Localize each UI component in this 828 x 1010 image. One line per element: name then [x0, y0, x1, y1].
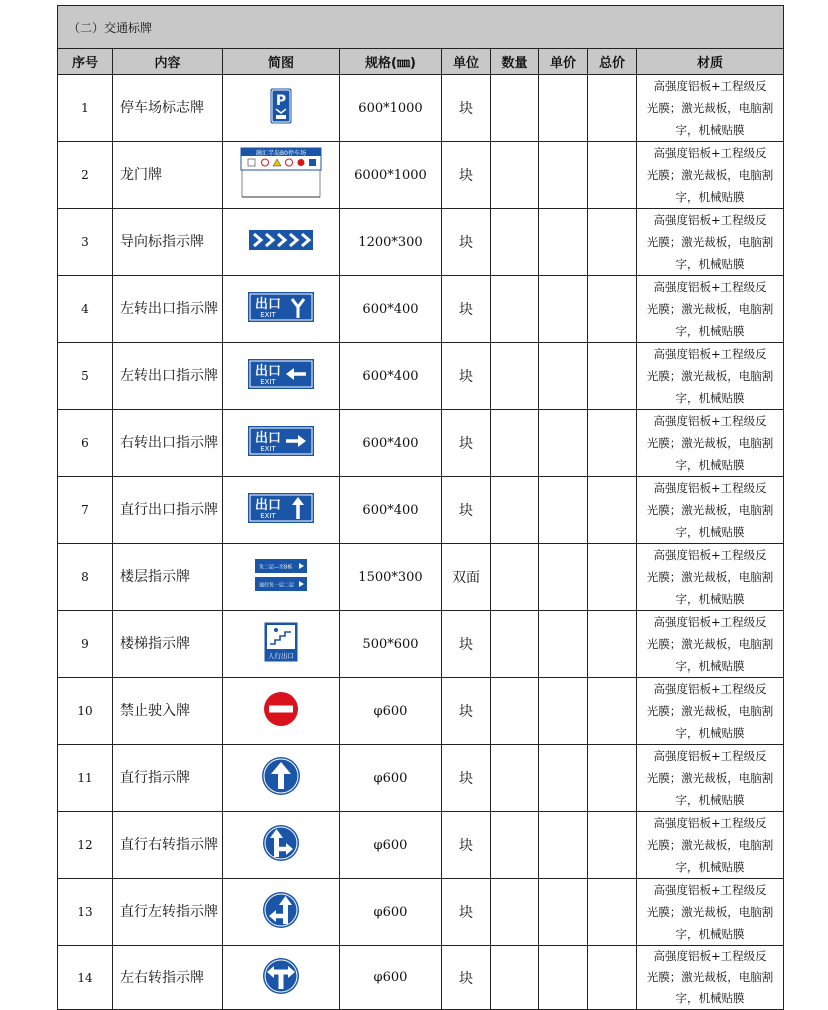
material-line: 字，机械贴膜 — [675, 525, 745, 539]
sign-name: 直行出口指示牌 — [113, 477, 223, 544]
material-line: 光膜；激光裁板，电脑割 — [646, 838, 774, 852]
row-number: 6 — [58, 410, 113, 477]
material-line: 字，机械贴膜 — [675, 458, 745, 472]
sign-price — [539, 75, 588, 142]
header-row — [58, 49, 784, 75]
sign-unit: 块 — [442, 142, 491, 209]
sign-name: 左转出口指示牌 — [113, 343, 223, 410]
sign-sketch — [223, 75, 340, 142]
material-line: 光膜；激光裁板，电脑割 — [646, 235, 774, 249]
sign-unit: 块 — [442, 611, 491, 678]
sign-spec: φ600 — [340, 879, 442, 946]
row-number: 2 — [58, 142, 113, 209]
material-line: 光膜；激光裁板，电脑割 — [646, 905, 774, 919]
sign-qty — [491, 611, 539, 678]
left-right-turn-icon — [223, 957, 339, 999]
exit-up-icon — [223, 493, 339, 527]
sign-qty — [491, 75, 539, 142]
sign-total — [588, 142, 637, 209]
material-line: 高强度铝板+工程级反 — [653, 883, 767, 897]
traffic-sign-table — [57, 5, 784, 1010]
sign-total — [588, 544, 637, 611]
header-spec: 规格(㎜) — [340, 49, 442, 75]
row-number: 9 — [58, 611, 113, 678]
sign-material — [637, 812, 784, 879]
stair-sign-icon — [223, 622, 339, 666]
sign-material — [637, 343, 784, 410]
table-row — [58, 678, 784, 745]
sign-name: 停车场标志牌 — [113, 75, 223, 142]
sign-name: 楼梯指示牌 — [113, 611, 223, 678]
material-line: 字，机械贴膜 — [675, 190, 745, 204]
sign-unit: 块 — [442, 477, 491, 544]
sign-qty — [491, 812, 539, 879]
header-total: 总价 — [588, 49, 637, 75]
material-line: 字，机械贴膜 — [675, 860, 745, 874]
material-line: 高强度铝板+工程级反 — [653, 213, 767, 227]
sign-qty — [491, 745, 539, 812]
sign-spec: 600*400 — [340, 276, 442, 343]
svg-text:融汇半岛B0停车场: 融汇半岛B0停车场 — [256, 150, 306, 157]
sign-qty — [491, 410, 539, 477]
sign-unit: 块 — [442, 343, 491, 410]
header-content: 内容 — [113, 49, 223, 75]
sign-name: 直行左转指示牌 — [113, 879, 223, 946]
material-line: 高强度铝板+工程级反 — [653, 548, 767, 562]
sign-sketch — [223, 678, 340, 745]
table-row — [58, 477, 784, 544]
sign-spec: 600*400 — [340, 410, 442, 477]
row-number: 7 — [58, 477, 113, 544]
row-number: 12 — [58, 812, 113, 879]
sign-sketch — [223, 611, 340, 678]
parking-sign-icon — [223, 88, 339, 128]
material-line: 高强度铝板+工程级反 — [653, 414, 767, 428]
svg-text:EXIT: EXIT — [260, 378, 276, 386]
sign-unit: 块 — [442, 812, 491, 879]
sign-sketch — [223, 410, 340, 477]
sign-material — [637, 142, 784, 209]
sign-qty — [491, 477, 539, 544]
row-number: 14 — [58, 946, 113, 1010]
sign-price — [539, 611, 588, 678]
no-entry-icon — [223, 691, 339, 731]
svg-text:人行出口: 人行出口 — [268, 652, 294, 660]
sign-spec: 600*1000 — [340, 75, 442, 142]
material-line: 光膜；激光裁板，电脑割 — [646, 168, 774, 182]
material-line: 光膜；激光裁板，电脑割 — [646, 771, 774, 785]
exit-fork-icon — [223, 292, 339, 326]
header-sketch: 简图 — [223, 49, 340, 75]
sign-material — [637, 75, 784, 142]
sign-unit: 块 — [442, 745, 491, 812]
sign-material — [637, 745, 784, 812]
svg-text:通往负一层二层: 通往负一层二层 — [259, 582, 295, 589]
sign-price — [539, 209, 588, 276]
material-line: 高强度铝板+工程级反 — [653, 481, 767, 495]
sign-name: 龙门牌 — [113, 142, 223, 209]
exit-left-icon — [223, 359, 339, 393]
sign-name: 左右转指示牌 — [113, 946, 223, 1010]
row-number: 1 — [58, 75, 113, 142]
sign-sketch — [223, 544, 340, 611]
header-no: 序号 — [58, 49, 113, 75]
sign-qty — [491, 879, 539, 946]
sign-sketch — [223, 946, 340, 1010]
material-line: 高强度铝板+工程级反 — [653, 682, 767, 696]
row-number: 8 — [58, 544, 113, 611]
sign-total — [588, 343, 637, 410]
material-line: 字，机械贴膜 — [675, 927, 745, 941]
header-unit: 单位 — [442, 49, 491, 75]
sign-spec: 6000*1000 — [340, 142, 442, 209]
svg-text:出口: 出口 — [254, 297, 282, 312]
section-title: （二）交通标牌 — [58, 6, 784, 49]
material-line: 光膜；激光裁板，电脑割 — [646, 369, 774, 383]
svg-text:EXIT: EXIT — [260, 512, 276, 520]
row-number: 11 — [58, 745, 113, 812]
material-line: 字，机械贴膜 — [675, 123, 745, 137]
material-line: 高强度铝板+工程级反 — [653, 615, 767, 629]
sign-spec: 600*400 — [340, 477, 442, 544]
svg-text:出口: 出口 — [254, 364, 282, 379]
straight-right-icon — [223, 824, 339, 866]
floor-sign-icon — [223, 559, 339, 595]
svg-text:EXIT: EXIT — [260, 445, 276, 453]
sign-sketch — [223, 142, 340, 209]
sign-total — [588, 678, 637, 745]
table-row — [58, 142, 784, 209]
sign-total — [588, 745, 637, 812]
sign-material — [637, 946, 784, 1010]
sign-unit: 块 — [442, 75, 491, 142]
table-row — [58, 812, 784, 879]
material-line: 字，机械贴膜 — [675, 991, 745, 1005]
sign-unit: 块 — [442, 879, 491, 946]
header-qty: 数量 — [491, 49, 539, 75]
material-line: 字，机械贴膜 — [675, 659, 745, 673]
sign-material — [637, 544, 784, 611]
table-row — [58, 410, 784, 477]
header-material: 材质 — [637, 49, 784, 75]
sign-spec: 500*600 — [340, 611, 442, 678]
svg-text:负二层—至B栋: 负二层—至B栋 — [259, 564, 293, 571]
sign-unit: 双面 — [442, 544, 491, 611]
sign-total — [588, 879, 637, 946]
sign-sketch — [223, 745, 340, 812]
material-line: 高强度铝板+工程级反 — [653, 347, 767, 361]
table-row — [58, 276, 784, 343]
sign-qty — [491, 946, 539, 1010]
sign-spec: φ600 — [340, 745, 442, 812]
sign-price — [539, 276, 588, 343]
sign-qty — [491, 544, 539, 611]
material-line: 高强度铝板+工程级反 — [653, 816, 767, 830]
sign-material — [637, 410, 784, 477]
table-row — [58, 209, 784, 276]
material-line: 光膜；激光裁板，电脑割 — [646, 704, 774, 718]
sign-price — [539, 678, 588, 745]
material-line: 光膜；激光裁板，电脑割 — [646, 637, 774, 651]
sign-qty — [491, 276, 539, 343]
material-line: 光膜；激光裁板，电脑割 — [646, 970, 774, 984]
row-number: 13 — [58, 879, 113, 946]
sign-sketch — [223, 477, 340, 544]
straight-left-icon — [223, 891, 339, 933]
sign-total — [588, 75, 637, 142]
sign-name: 直行右转指示牌 — [113, 812, 223, 879]
row-number: 3 — [58, 209, 113, 276]
svg-text:EXIT: EXIT — [260, 311, 276, 319]
table-row — [58, 879, 784, 946]
material-line: 光膜；激光裁板，电脑割 — [646, 101, 774, 115]
table-row — [58, 343, 784, 410]
material-line: 字，机械贴膜 — [675, 257, 745, 271]
sign-total — [588, 477, 637, 544]
sign-sketch — [223, 812, 340, 879]
sign-material — [637, 477, 784, 544]
sign-price — [539, 343, 588, 410]
material-line: 高强度铝板+工程级反 — [653, 949, 767, 963]
sign-spec: 600*400 — [340, 343, 442, 410]
sign-total — [588, 812, 637, 879]
sign-total — [588, 410, 637, 477]
material-line: 字，机械贴膜 — [675, 793, 745, 807]
chevron-guide-icon — [223, 230, 339, 254]
sign-spec: 1200*300 — [340, 209, 442, 276]
sign-name: 导向标指示牌 — [113, 209, 223, 276]
material-line: 字，机械贴膜 — [675, 391, 745, 405]
svg-text:出口: 出口 — [254, 431, 282, 446]
sign-price — [539, 142, 588, 209]
sign-sketch — [223, 343, 340, 410]
sign-price — [539, 544, 588, 611]
sign-sketch — [223, 879, 340, 946]
sign-name: 左转出口指示牌 — [113, 276, 223, 343]
header-price: 单价 — [539, 49, 588, 75]
sign-total — [588, 611, 637, 678]
sign-name: 右转出口指示牌 — [113, 410, 223, 477]
sign-qty — [491, 209, 539, 276]
material-line: 光膜；激光裁板，电脑割 — [646, 436, 774, 450]
sign-material — [637, 879, 784, 946]
sign-price — [539, 745, 588, 812]
sign-total — [588, 946, 637, 1010]
material-line: 光膜；激光裁板，电脑割 — [646, 570, 774, 584]
sign-unit: 块 — [442, 209, 491, 276]
sign-price — [539, 410, 588, 477]
material-line: 字，机械贴膜 — [675, 726, 745, 740]
row-number: 5 — [58, 343, 113, 410]
sign-price — [539, 477, 588, 544]
sign-qty — [491, 142, 539, 209]
sign-spec: φ600 — [340, 812, 442, 879]
sign-name: 直行指示牌 — [113, 745, 223, 812]
table-row — [58, 946, 784, 1010]
sign-spec: φ600 — [340, 678, 442, 745]
material-line: 高强度铝板+工程级反 — [653, 146, 767, 160]
material-line: 高强度铝板+工程级反 — [653, 749, 767, 763]
exit-right-icon — [223, 426, 339, 460]
sign-price — [539, 812, 588, 879]
sign-name: 禁止驶入牌 — [113, 678, 223, 745]
sign-material — [637, 276, 784, 343]
material-line: 字，机械贴膜 — [675, 324, 745, 338]
sign-material — [637, 678, 784, 745]
sign-material — [637, 611, 784, 678]
table-row — [58, 544, 784, 611]
sign-spec: 1500*300 — [340, 544, 442, 611]
sign-unit: 块 — [442, 410, 491, 477]
table-row — [58, 611, 784, 678]
sign-total — [588, 276, 637, 343]
sign-unit: 块 — [442, 946, 491, 1010]
material-line: 高强度铝板+工程级反 — [653, 79, 767, 93]
svg-text:出口: 出口 — [254, 498, 282, 513]
sign-material — [637, 209, 784, 276]
sign-price — [539, 946, 588, 1010]
material-line: 高强度铝板+工程级反 — [653, 280, 767, 294]
sign-qty — [491, 678, 539, 745]
sign-unit: 块 — [442, 678, 491, 745]
gantry-sign-icon — [223, 147, 339, 203]
material-line: 光膜；激光裁板，电脑割 — [646, 302, 774, 316]
sign-sketch — [223, 276, 340, 343]
sign-name: 楼层指示牌 — [113, 544, 223, 611]
row-number: 4 — [58, 276, 113, 343]
straight-arrow-icon — [223, 756, 339, 800]
table-row — [58, 75, 784, 142]
material-line: 光膜；激光裁板，电脑割 — [646, 503, 774, 517]
sign-unit: 块 — [442, 276, 491, 343]
sign-sketch — [223, 209, 340, 276]
row-number: 10 — [58, 678, 113, 745]
sign-qty — [491, 343, 539, 410]
sign-total — [588, 209, 637, 276]
sign-spec: φ600 — [340, 946, 442, 1010]
svg-text:P: P — [275, 93, 287, 109]
sign-price — [539, 879, 588, 946]
material-line: 字，机械贴膜 — [675, 592, 745, 606]
table-row — [58, 745, 784, 812]
